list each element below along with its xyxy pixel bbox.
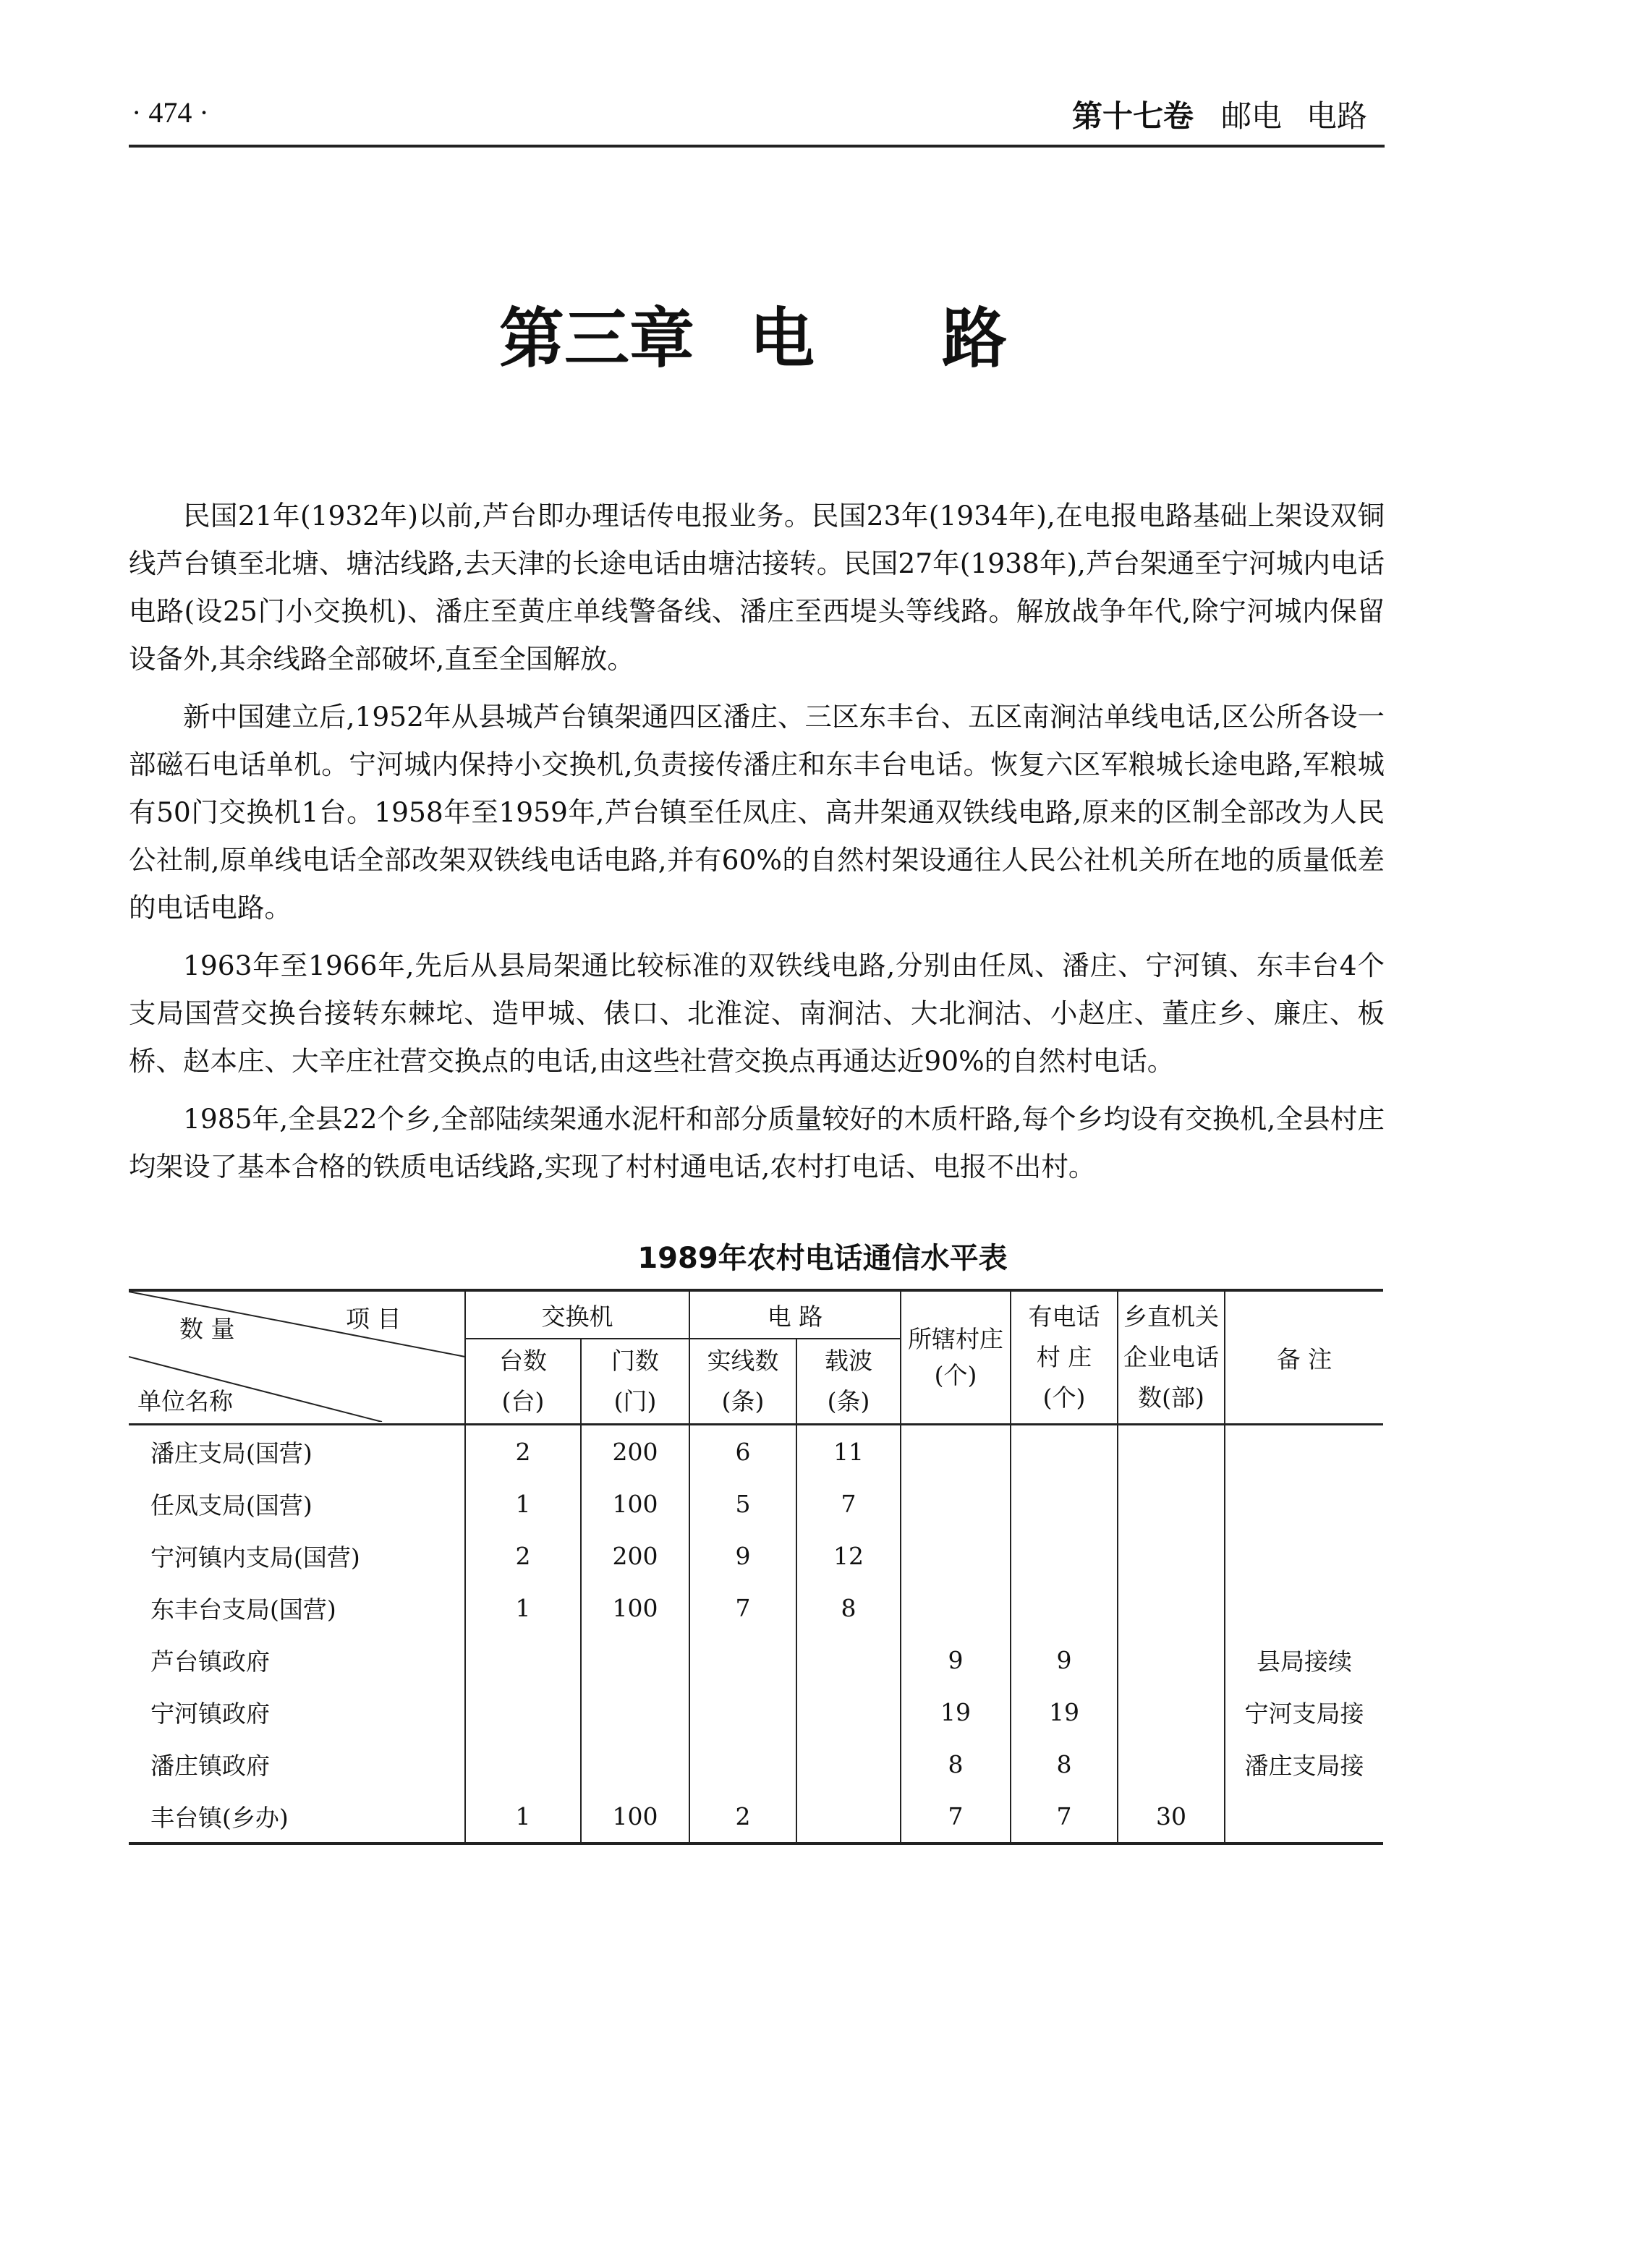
cell-carrier-lines: 12 xyxy=(796,1530,901,1582)
cell-unit-name: 潘庄支局(国营) xyxy=(129,1425,465,1478)
table-corner-header xyxy=(129,1290,465,1425)
section-label-1: 邮电 xyxy=(1220,98,1282,134)
table-row xyxy=(129,1790,1383,1843)
body-text xyxy=(129,492,1385,1201)
cell-real-lines xyxy=(689,1634,796,1686)
cell-real-lines: 6 xyxy=(689,1425,796,1478)
cell-unit-name: 宁河镇内支局(国营) xyxy=(129,1530,465,1582)
table-row xyxy=(129,1686,1383,1738)
cell-villages: 8 xyxy=(901,1738,1011,1790)
header-carrier xyxy=(796,1339,901,1425)
running-header xyxy=(129,88,1385,148)
corner-item-label: 项 目 xyxy=(346,1305,401,1333)
cell-note xyxy=(1225,1425,1383,1478)
header-enterprise-phones xyxy=(1118,1290,1225,1425)
cell-note xyxy=(1225,1790,1383,1843)
header-phone-villages-line2: 村 庄 xyxy=(1036,1343,1092,1371)
cell-note: 宁河支局接 xyxy=(1225,1686,1383,1738)
cell-villages: 9 xyxy=(901,1634,1011,1686)
header-enterprise-line1: 乡直机关 xyxy=(1123,1303,1219,1331)
cell-villages xyxy=(901,1582,1011,1634)
cell-unit-name: 芦台镇政府 xyxy=(129,1634,465,1686)
table-row xyxy=(129,1738,1383,1790)
header-real-lines xyxy=(689,1339,796,1425)
paragraph: 民国21年(1932年)以前,芦台即办理话传电报业务。民国23年(1934年),在电报电路基础上架设双铜线芦台镇至北塘、塘沽线路,去天津的长途电话由塘沽接转。民国27年(1938年),芦台架通至宁河城内电话电路(设25门小交换机)、潘庄至黄庄单线警备线、潘庄至西堤头等线路。解放战争年代,除宁河城内保留设备外,其余线路全部破坏,直至全国解放。 xyxy=(129,500,1385,675)
cell-switch-ports xyxy=(581,1738,689,1790)
table-body xyxy=(129,1425,1383,1844)
paragraph: 1963年至1966年,先后从县局架通比较标准的双铁线电路,分别由任凤、潘庄、宁河镇、东丰台4个支局国营交换台接转东棘坨、造甲城、俵口、北淮淀、南涧沽、大北涧沽、小赵庄、董庄乡、廉庄、板桥、赵本庄、大辛庄社营交换点的电话,由这些社营交换点再通达近90%的自然村电话。 xyxy=(129,950,1385,1077)
cell-real-lines xyxy=(689,1686,796,1738)
cell-note: 县局接续 xyxy=(1225,1634,1383,1686)
cell-phone-villages xyxy=(1011,1478,1118,1530)
corner-unit-label: 单位名称 xyxy=(137,1387,233,1415)
table-row xyxy=(129,1582,1383,1634)
cell-switch-ports: 200 xyxy=(581,1530,689,1582)
paragraph: 新中国建立后,1952年从县城芦台镇架通四区潘庄、三区东丰台、五区南涧沽单线电话,区公所各设一部磁石电话单机。宁河城内保持小交换机,负责接传潘庄和东丰台电话。恢复六区军粮城长途电路,军粮城有50门交换机1台。1958年至1959年,芦台镇至任凤庄、高井架通双铁线电路,原来的区制全部改为人民公社制,原单线电话全部改架双铁线电话电路,并有60%的自然村架设通往人民公社机关所在地的质量低差的电话电路。 xyxy=(129,701,1385,924)
cell-real-lines: 9 xyxy=(689,1530,796,1582)
header-phone-villages-line3: (个) xyxy=(1042,1384,1086,1412)
cell-phone-villages: 7 xyxy=(1011,1790,1118,1843)
cell-switch-ports: 200 xyxy=(581,1425,689,1478)
table-row xyxy=(129,1530,1383,1582)
cell-note xyxy=(1225,1582,1383,1634)
running-head-title xyxy=(1072,93,1367,136)
cell-switch-units: 1 xyxy=(465,1478,581,1530)
cell-enterprise-phones xyxy=(1118,1478,1225,1530)
cell-enterprise-phones: 30 xyxy=(1118,1790,1225,1843)
header-phone-villages xyxy=(1011,1290,1118,1425)
cell-switch-units: 1 xyxy=(465,1790,581,1843)
cell-switch-units: 2 xyxy=(465,1530,581,1582)
cell-switch-units xyxy=(465,1738,581,1790)
cell-real-lines: 7 xyxy=(689,1582,796,1634)
cell-phone-villages: 19 xyxy=(1011,1686,1118,1738)
cell-phone-villages: 8 xyxy=(1011,1738,1118,1790)
chapter-title xyxy=(499,286,1007,380)
cell-real-lines: 2 xyxy=(689,1790,796,1843)
corner-quantity-label: 数 量 xyxy=(179,1315,235,1343)
chapter-word-1: 电 xyxy=(749,301,815,377)
header-villages xyxy=(901,1290,1011,1425)
header-enterprise-line3: 数(部) xyxy=(1138,1384,1204,1412)
header-units xyxy=(465,1339,581,1425)
group-header-line: 电 路 xyxy=(689,1290,901,1339)
cell-unit-name: 东丰台支局(国营) xyxy=(129,1582,465,1634)
cell-switch-ports xyxy=(581,1634,689,1686)
cell-unit-name: 潘庄镇政府 xyxy=(129,1738,465,1790)
cell-phone-villages xyxy=(1011,1425,1118,1478)
cell-switch-units: 2 xyxy=(465,1425,581,1478)
header-enterprise-line2: 企业电话 xyxy=(1123,1343,1219,1371)
chapter-word-2: 路 xyxy=(942,301,1007,377)
group-header-switch: 交换机 xyxy=(465,1290,689,1339)
cell-carrier-lines xyxy=(796,1686,901,1738)
cell-note: 潘庄支局接 xyxy=(1225,1738,1383,1790)
header-units-label: 台数 xyxy=(499,1347,547,1375)
cell-switch-ports: 100 xyxy=(581,1790,689,1843)
cell-enterprise-phones xyxy=(1118,1634,1225,1686)
header-villages-unit: (个) xyxy=(934,1361,977,1389)
header-real-lines-label: 实线数 xyxy=(707,1347,779,1375)
table-title: 1989年农村电话通信水平表 xyxy=(637,1242,1008,1275)
cell-enterprise-phones xyxy=(1118,1738,1225,1790)
cell-phone-villages xyxy=(1011,1530,1118,1582)
cell-carrier-lines: 11 xyxy=(796,1425,901,1478)
cell-unit-name: 丰台镇(乡办) xyxy=(129,1790,465,1843)
rural-telephone-table xyxy=(129,1289,1383,1845)
cell-enterprise-phones xyxy=(1118,1425,1225,1478)
cell-villages xyxy=(901,1425,1011,1478)
cell-carrier-lines xyxy=(796,1634,901,1686)
table-row xyxy=(129,1478,1383,1530)
cell-carrier-lines: 7 xyxy=(796,1478,901,1530)
header-ports-label: 门数 xyxy=(611,1347,659,1375)
header-carrier-unit: (条) xyxy=(827,1387,870,1415)
cell-enterprise-phones xyxy=(1118,1530,1225,1582)
header-ports-unit: (门) xyxy=(613,1387,657,1415)
header-real-lines-unit: (条) xyxy=(721,1387,765,1415)
cell-switch-units xyxy=(465,1634,581,1686)
cell-unit-name: 任凤支局(国营) xyxy=(129,1478,465,1530)
header-ports xyxy=(581,1339,689,1425)
cell-carrier-lines xyxy=(796,1790,901,1843)
cell-switch-ports: 100 xyxy=(581,1582,689,1634)
cell-real-lines: 5 xyxy=(689,1478,796,1530)
cell-carrier-lines: 8 xyxy=(796,1582,901,1634)
page-number: · 474 · xyxy=(132,96,209,129)
cell-switch-ports: 100 xyxy=(581,1478,689,1530)
header-carrier-label: 载波 xyxy=(825,1347,872,1375)
cell-switch-ports xyxy=(581,1686,689,1738)
cell-switch-units: 1 xyxy=(465,1582,581,1634)
cell-villages xyxy=(901,1478,1011,1530)
cell-unit-name: 宁河镇政府 xyxy=(129,1686,465,1738)
paragraph: 1985年,全县22个乡,全部陆续架通水泥杆和部分质量较好的木质杆路,每个乡均设有交换机,全县村庄均架设了基本合格的铁质电话线路,实现了村村通电话,农村打电话、电报不出村。 xyxy=(129,1103,1385,1182)
cell-real-lines xyxy=(689,1738,796,1790)
chapter-number: 第三章 xyxy=(499,301,694,377)
cell-note xyxy=(1225,1478,1383,1530)
table-row xyxy=(129,1634,1383,1686)
cell-switch-units xyxy=(465,1686,581,1738)
cell-note xyxy=(1225,1530,1383,1582)
section-label-2: 电路 xyxy=(1306,98,1367,134)
cell-phone-villages: 9 xyxy=(1011,1634,1118,1686)
table-row xyxy=(129,1425,1383,1478)
cell-enterprise-phones xyxy=(1118,1582,1225,1634)
header-villages-label: 所辖村庄 xyxy=(908,1325,1003,1353)
cell-carrier-lines xyxy=(796,1738,901,1790)
cell-villages xyxy=(901,1530,1011,1582)
cell-phone-villages xyxy=(1011,1582,1118,1634)
volume-label: 第十七卷 xyxy=(1071,98,1194,134)
cell-villages: 19 xyxy=(901,1686,1011,1738)
header-phone-villages-line1: 有电话 xyxy=(1028,1303,1100,1331)
cell-villages: 7 xyxy=(901,1790,1011,1843)
cell-enterprise-phones xyxy=(1118,1686,1225,1738)
header-note: 备 注 xyxy=(1225,1290,1383,1425)
header-units-unit: (台) xyxy=(501,1387,545,1415)
